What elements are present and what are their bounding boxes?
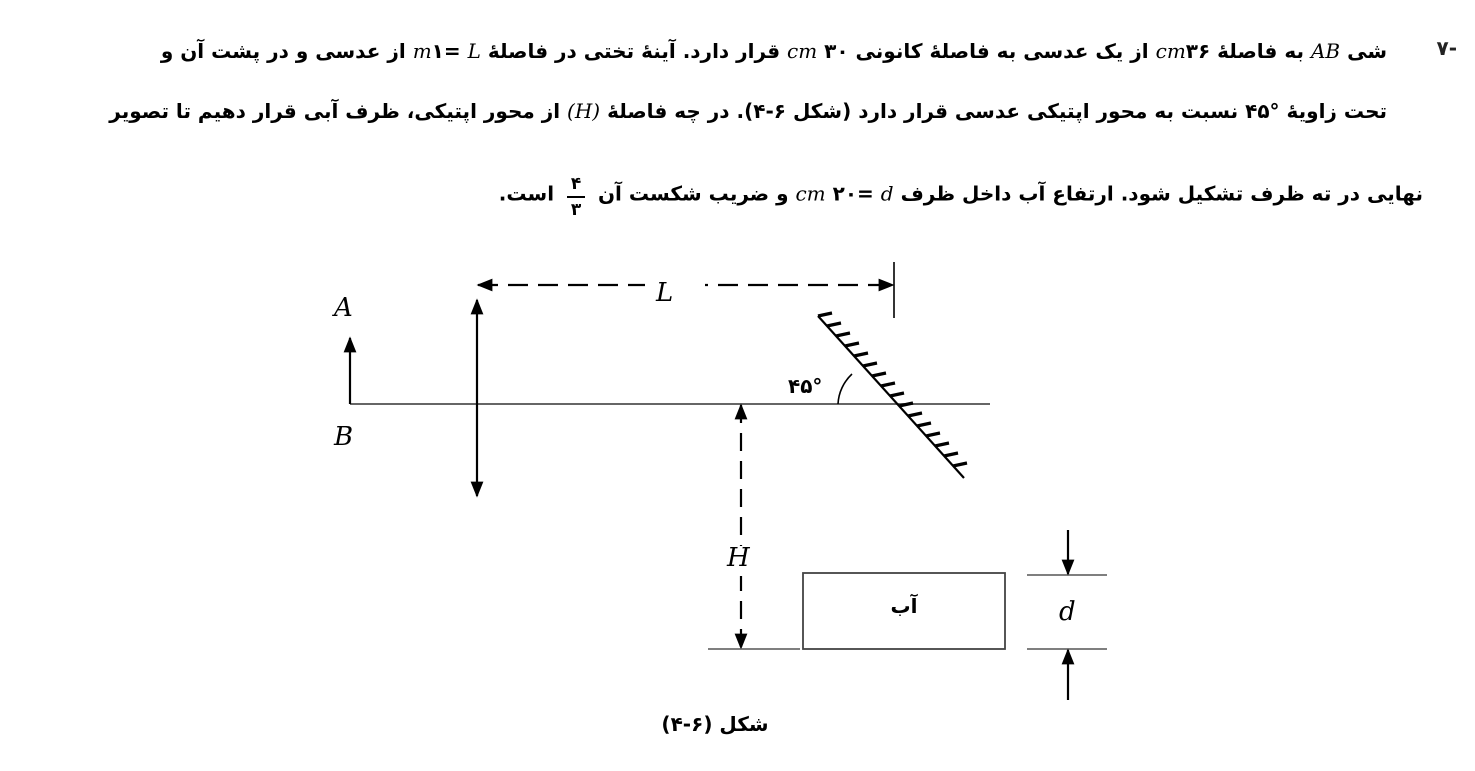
water-label: آب (890, 594, 918, 618)
refractive-index-fraction: $\frac{۴}{۳}$ (567, 174, 585, 220)
problem-line-3: نهایی در ته ظرف تشکیل شود. ارتفاع آب داخل ظرف d =۲۰ cm و ضریب شکست آن $\frac{۴}{۳}$ است. (498, 174, 1423, 220)
figure-caption: شکل (۶-۴) (661, 712, 769, 736)
problem-line-2: تحت زاویهٔ °۴۵ نسبت به محور اپتیکی عدسی قرار دارد (شکل ۶-۴). در چه فاصلهٔ (H) از محور اپتیکی، ظرف آبی قرار دهیم تا تصویر (109, 99, 1387, 123)
label-d: d (1059, 597, 1076, 627)
problem-number: -۷ (1436, 36, 1457, 60)
angle-label: ۴۵° (788, 374, 823, 398)
label-L: L (656, 278, 674, 308)
label-B: B (334, 422, 354, 452)
label-H: H (727, 543, 750, 573)
angle-arc (838, 374, 852, 404)
label-A: A (334, 293, 353, 323)
problem-line-1: شی AB به فاصلهٔ ۳۶cm از یک عدسی به فاصلهٔ کانونی ۳۰ cm قرار دارد. آینهٔ تختی در فاصلهٔ L =۱m از عدسی و در پشت آن و (160, 39, 1387, 63)
